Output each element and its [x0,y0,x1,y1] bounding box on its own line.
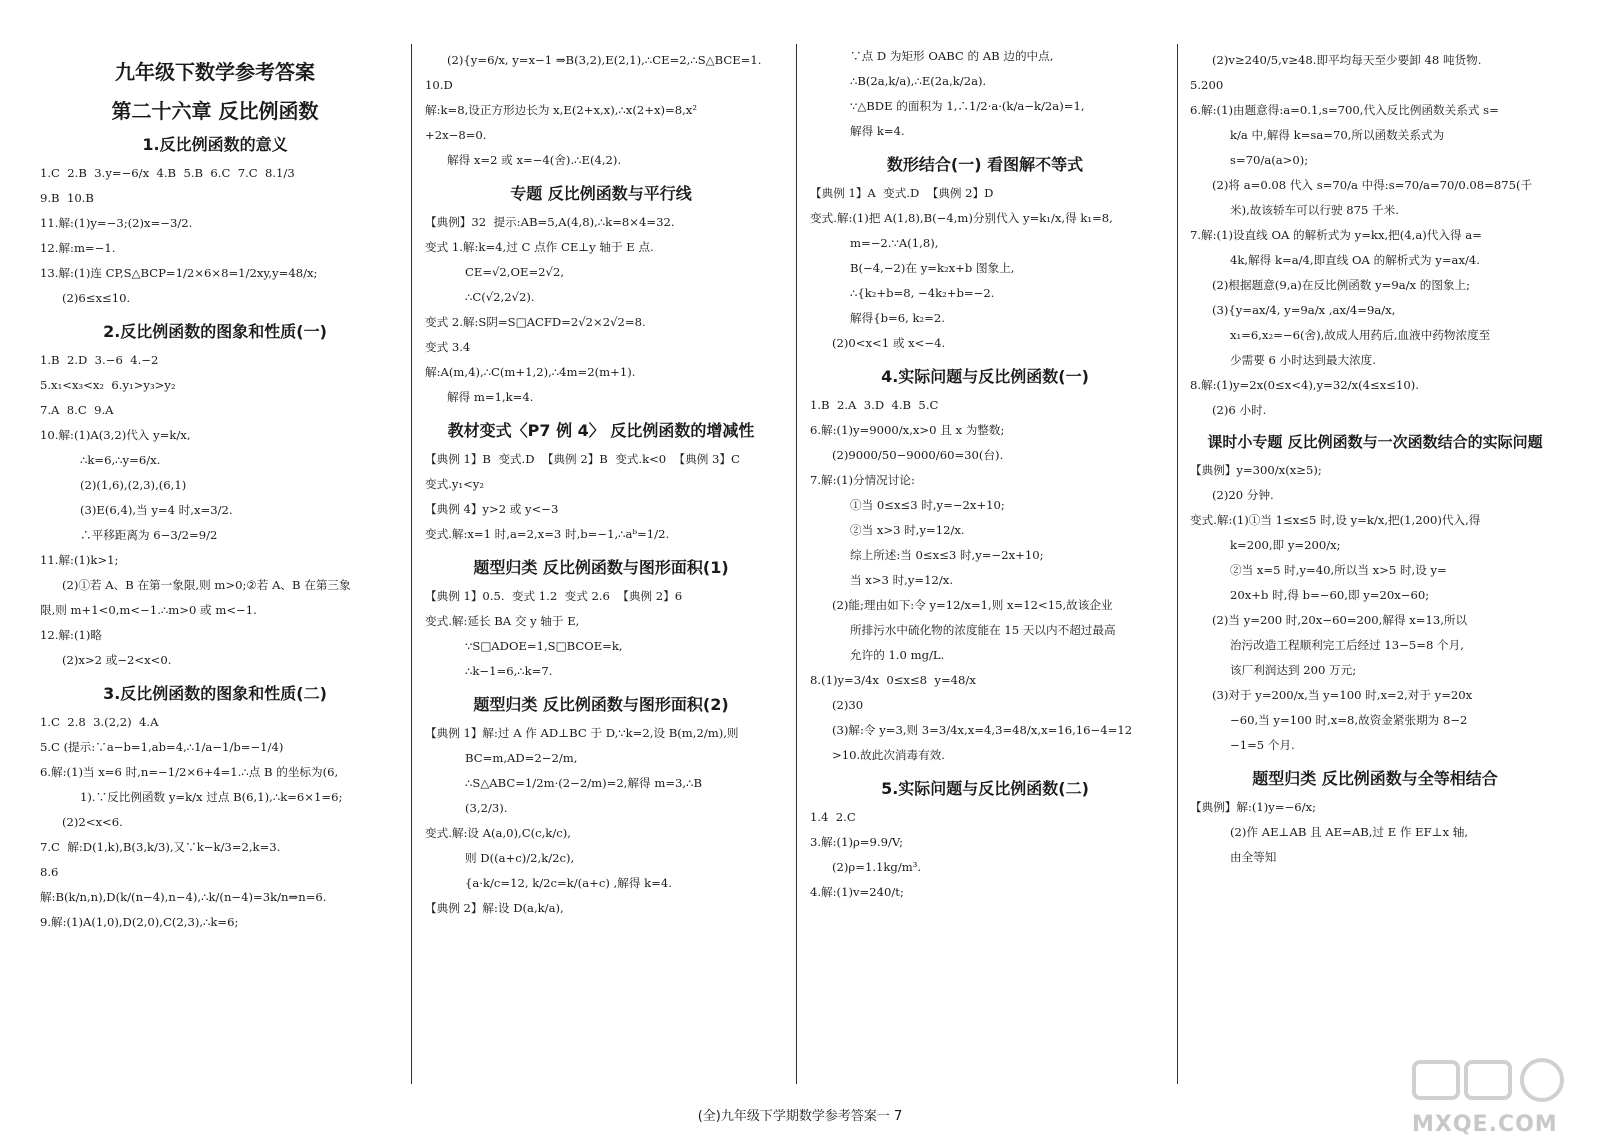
answer-line: ∵△BDE 的面积为 1,∴1/2·a·(k/a−k/2a)=1, [850,99,1085,113]
answer-line: 5.200 [1190,78,1224,92]
answer-line: 解得{b=6, k₂=2. [850,311,945,325]
answer-line: ∴{k₂+b=8, −4k₂+b=−2. [850,286,995,300]
answer-line: (2)ρ=1.1kg/m³. [832,860,922,874]
answer-line: (2)将 a=0.08 代入 s=70/a 中得:s=70/a=70/0.08=875(千 [1212,178,1533,192]
answer-line: 限,则 m+1<0,m<−1.∴m>0 或 m<−1. [40,603,257,617]
answer-line: ∴平移距离为 6−3/2=9/2 [80,528,218,542]
answer-line: 1.C 2.8 3.(2,2) 4.A [40,715,159,729]
answer-line: 8.6 [40,865,59,879]
answer-line: 11.解:(1)y=−3;(2)x=−3/2. [40,216,193,230]
answer-line: 4k,解得 k=a/4,即直线 OA 的解析式为 y=ax/4. [1230,253,1480,267]
answer-line: (3)对于 y=200/x,当 y=100 时,x=2,对于 y=20x [1212,688,1473,702]
answer-line: 1.4 2.C [810,810,856,824]
answer-line: 4.解:(1)v=240/t; [810,885,904,899]
section-title: 课时小专题 反比例函数与一次函数结合的实际问题 [1207,433,1543,451]
answer-line: (2)x>2 或−2<x<0. [62,653,172,667]
answer-line: 12.解:m=−1. [40,241,116,255]
answer-line: 少需要 6 小时达到最大浓度. [1230,353,1376,367]
answer-line: 变式.解:延长 BA 交 y 轴于 E, [425,614,580,628]
section-title: 2.反比例函数的图象和性质(一) [103,322,327,341]
answer-line: 解得 x=2 或 x=−4(舍).∴E(4,2). [447,153,622,167]
answer-line: 12.解:(1)略 [40,628,102,642]
answer-line: 【典例 1】解:过 A 作 AD⊥BC 于 D,∵k=2,设 B(m,2/m),则 [425,726,739,740]
answer-line: 解:A(m,4),∴C(m+1,2),∴4m=2(m+1). [425,365,636,379]
column-divider [411,44,412,1084]
answer-line: ∵S□ADOE=1,S□BCOE=k, [465,639,623,653]
answer-line: 解得 m=1,k=4. [447,390,534,404]
answer-line: (2)30 [832,698,864,712]
answer-line: −1=5 个月. [1230,738,1295,752]
page-footer: (全)九年级下学期数学参考答案一 7 [697,1109,903,1124]
answer-line: m=−2.∵A(1,8), [850,236,939,250]
answer-line: 由全等知 [1230,850,1277,864]
answer-line: 10.解:(1)A(3,2)代入 y=k/x, [40,428,191,442]
section-title: 5.实际问题与反比例函数(二) [881,779,1089,798]
answer-line: ②当 x=5 时,y=40,所以当 x>5 时,设 y= [1230,563,1447,577]
answer-line: 1).∵反比例函数 y=k/x 过点 B(6,1),∴k=6×1=6; [80,790,343,804]
section-title: 题型归类 反比例函数与全等相结合 [1252,769,1498,788]
section-title: 4.实际问题与反比例函数(一) [881,367,1089,386]
answer-line: ∴B(2a,k/a),∴E(2a,k/2a). [850,74,987,88]
answer-line: (2)20 分钟. [1212,488,1274,502]
answer-line: (2)6 小时. [1212,403,1267,417]
answer-line: (2)2<x<6. [62,815,123,829]
answer-line: BC=m,AD=2−2/m, [465,751,578,765]
answer-line: 该厂利润达到 200 万元; [1230,663,1357,677]
answer-line: 7.C 解:D(1,k),B(3,k/3),又∵k−k/3=2,k=3. [40,840,281,854]
answer-line: k/a 中,解得 k=sa=70,所以函数关系式为 [1230,128,1445,142]
answer-line: 11.解:(1)k>1; [40,553,119,567]
answer-line: 13.解:(1)连 CP,S△BCP=1/2×6×8=1/2xy,y=48/x; [40,266,318,280]
answer-line: >10.故此次消毒有效. [832,748,945,762]
answer-line: 治污改造工程顺利完工后经过 13−5=8 个月, [1230,638,1464,652]
answer-line: 7.A 8.C 9.A [40,403,114,417]
answer-line: 则 D((a+c)/2,k/2c), [465,851,575,865]
answer-line: (2)①若 A、B 在第一象限,则 m>0;②若 A、B 在第三象 [62,578,351,592]
answer-line: (3)解:令 y=3,则 3=3/4x,x=4,3=48/x,x=16,16−4=12 [832,723,1133,737]
answer-line: 1.C 2.B 3.y=−6/x 4.B 5.B 6.C 7.C 8.1/3 [40,166,295,180]
answer-line: 【典例 1】0.5. 变式 1.2 变式 2.6 【典例 2】6 [425,589,683,603]
answer-line: s=70/a(a>0); [1230,153,1309,167]
answer-line: 1.B 2.A 3.D 4.B 5.C [810,398,939,412]
section-title: 教材变式〈P7 例 4〉 反比例函数的增减性 [447,421,755,440]
answer-line: 解得 k=4. [850,124,905,138]
answer-line: 综上所述:当 0≤x≤3 时,y=−2x+10; [850,548,1044,562]
answer-line: (2)当 y=200 时,20x−60=200,解得 x=13,所以 [1212,613,1468,627]
answer-line: k=200,即 y=200/x; [1230,538,1341,552]
answer-line: 9.B 10.B [40,191,94,205]
answer-line: ∵点 D 为矩形 OABC 的 AB 边的中点, [850,49,1054,63]
column-2 [425,40,777,1080]
answer-line: (2)v≥240/5,v≥48.即平均每天至少要卸 48 吨货物. [1212,53,1482,67]
answer-line: 5.C (提示:∵a−b=1,ab=4,∴1/a−1/b=−1/4) [40,740,284,754]
answer-line: 变式.解:(1)把 A(1,8),B(−4,m)分别代入 y=k₁/x,得 k₁=8, [810,211,1113,225]
answer-line: (3)E(6,4),当 y=4 时,x=3/2. [80,503,233,517]
answer-line: +2x−8=0. [425,128,487,142]
answer-line: 6.解:(1)y=9000/x,x>0 且 x 为整数; [810,423,1005,437]
column-divider [1177,44,1178,1084]
answer-line: {a·k/c=12, k/2c=k/(a+c) ,解得 k=4. [465,876,672,890]
answer-line: 所排污水中硫化物的浓度能在 15 天以内不超过最高 [850,623,1116,637]
answer-line: (2)(1,6),(2,3),(6,1) [80,478,187,492]
answer-line: (2)作 AE⊥AB 且 AE=AB,过 E 作 EF⊥x 轴, [1230,825,1469,839]
answer-line: 解:k=8,设正方形边长为 x,E(2+x,x),∴x(2+x)=8,x² [425,103,697,117]
section-title: 专题 反比例函数与平行线 [510,184,692,203]
answer-line: ∴k=6,∴y=6/x. [80,453,161,467]
answer-line: 6.解:(1)当 x=6 时,n=−1/2×6+4=1.∴点 B 的坐标为(6, [40,765,339,779]
answer-line: 变式.解:设 A(a,0),C(c,k/c), [425,826,571,840]
answer-line: 20x+b 时,得 b=−60,即 y=20x−60; [1230,588,1430,602]
answer-line: 7.解:(1)分情况讨论: [810,473,915,487]
answer-line: 变式.解:x=1 时,a=2,x=3 时,b=−1,∴aᵇ=1/2. [425,527,670,541]
answer-line: (2)0<x<1 或 x<−4. [832,336,946,350]
answer-line: (3,2/3). [465,801,508,815]
page-title: 九年级下数学参考答案 [115,60,315,84]
answer-line: 【典例】解:(1)y=−6/x; [1190,800,1317,814]
section-title: 3.反比例函数的图象和性质(二) [103,684,327,703]
chapter-title: 第二十六章 反比例函数 [111,99,319,123]
answer-line: 【典例 1】B 变式.D 【典例 2】B 变式.k<0 【典例 3】C [425,452,740,466]
answer-line: ②当 x>3 时,y=12/x. [850,523,965,537]
answer-line: (2)能;理由如下:令 y=12/x=1,则 x=12<15,故该企业 [832,598,1113,612]
section-title: 题型归类 反比例函数与图形面积(1) [473,558,729,577]
answer-line: 7.解:(1)设直线 OA 的解析式为 y=kx,把(4,a)代入得 a= [1190,228,1482,242]
answer-line: (2)6≤x≤10. [62,291,131,305]
answer-line: x₁=6,x₂=−6(舍),故成人用药后,血液中药物浓度至 [1230,328,1491,342]
answer-line: 允许的 1.0 mg/L. [850,648,945,662]
answer-line: B(−4,−2)在 y=k₂x+b 图象上, [850,261,1015,275]
answer-line: 变式 2.解:S阴=S□ACFD=2√2×2√2=8. [425,315,646,329]
answer-line: 变式 1.解:k=4,过 C 点作 CE⊥y 轴于 E 点. [425,240,654,254]
watermark-text: MXQE.COM [1412,1112,1558,1137]
answer-line: 9.解:(1)A(1,0),D(2,0),C(2,3),∴k=6; [40,915,239,929]
answer-line: 当 x>3 时,y=12/x. [850,573,954,587]
answer-line: −60,当 y=100 时,x=8,故资金紧张期为 8−2 [1230,713,1468,727]
column-divider [796,44,797,1084]
section-title: 题型归类 反比例函数与图形面积(2) [473,695,729,714]
answer-line: 解:B(k/n,n),D(k/(n−4),n−4),∴k/(n−4)=3k/n⇒n=6. [40,890,327,904]
answer-line: ①当 0≤x≤3 时,y=−2x+10; [850,498,1005,512]
answer-line: (3){y=ax/4, y=9a/x ,ax/4=9a/x, [1212,303,1396,317]
answer-line: CE=√2,OE=2√2, [465,265,565,279]
answer-line: 10.D [425,78,453,92]
section-title: 数形结合(一) 看图解不等式 [886,155,1084,174]
answer-line: 8.(1)y=3/4x 0≤x≤8 y=48/x [810,673,976,687]
answer-line: 变式 3.4 [425,340,471,354]
column-4 [1190,40,1560,1080]
answer-line: (2){y=6/x, y=x−1 ⇒B(3,2),E(2,1),∴CE=2,∴S△BCE=1. [447,53,762,67]
column-1 [40,40,390,1080]
answer-line: 3.解:(1)ρ=9.9/V; [810,835,903,849]
answer-line: ∴S△ABC=1/2m·(2−2/m)=2,解得 m=3,∴B [465,776,702,790]
answer-line: (2)9000/50−9000/60=30(台). [832,448,1004,462]
answer-line: (2)根据题意(9,a)在反比例函数 y=9a/x 的图象上; [1212,278,1471,292]
answer-line: ∴k−1=6,∴k=7. [465,664,553,678]
answer-line: 6.解:(1)由题意得:a=0.1,s=700,代入反比例函数关系式 s= [1190,103,1499,117]
column-3 [810,40,1160,1080]
answer-line: 【典例】y=300/x(x≥5); [1190,463,1322,477]
answer-line: 8.解:(1)y=2x(0≤x<4),y=32/x(4≤x≤10). [1190,378,1419,392]
answer-line: 变式.解:(1)①当 1≤x≤5 时,设 y=k/x,把(1,200)代入,得 [1190,513,1481,527]
answer-line: 【典例 4】y>2 或 y<−3 [425,502,559,516]
answer-line: 1.B 2.D 3.−6 4.−2 [40,353,159,367]
answer-line: 变式.y₁<y₂ [425,477,484,491]
answer-line: ∴C(√2,2√2). [465,290,535,304]
answer-line: 米),故该轿车可以行驶 875 千米. [1230,203,1399,217]
section-title: 1.反比例函数的意义 [142,135,288,154]
answer-line: 【典例 1】A 变式.D 【典例 2】D [810,186,994,200]
answer-line: 【典例 2】解:设 D(a,k/a), [425,901,564,915]
answer-line: 【典例】32 提示:AB=5,A(4,8),∴k=8×4=32. [425,215,675,229]
answer-line: 5.x₁<x₃<x₂ 6.y₁>y₃>y₂ [40,378,176,392]
